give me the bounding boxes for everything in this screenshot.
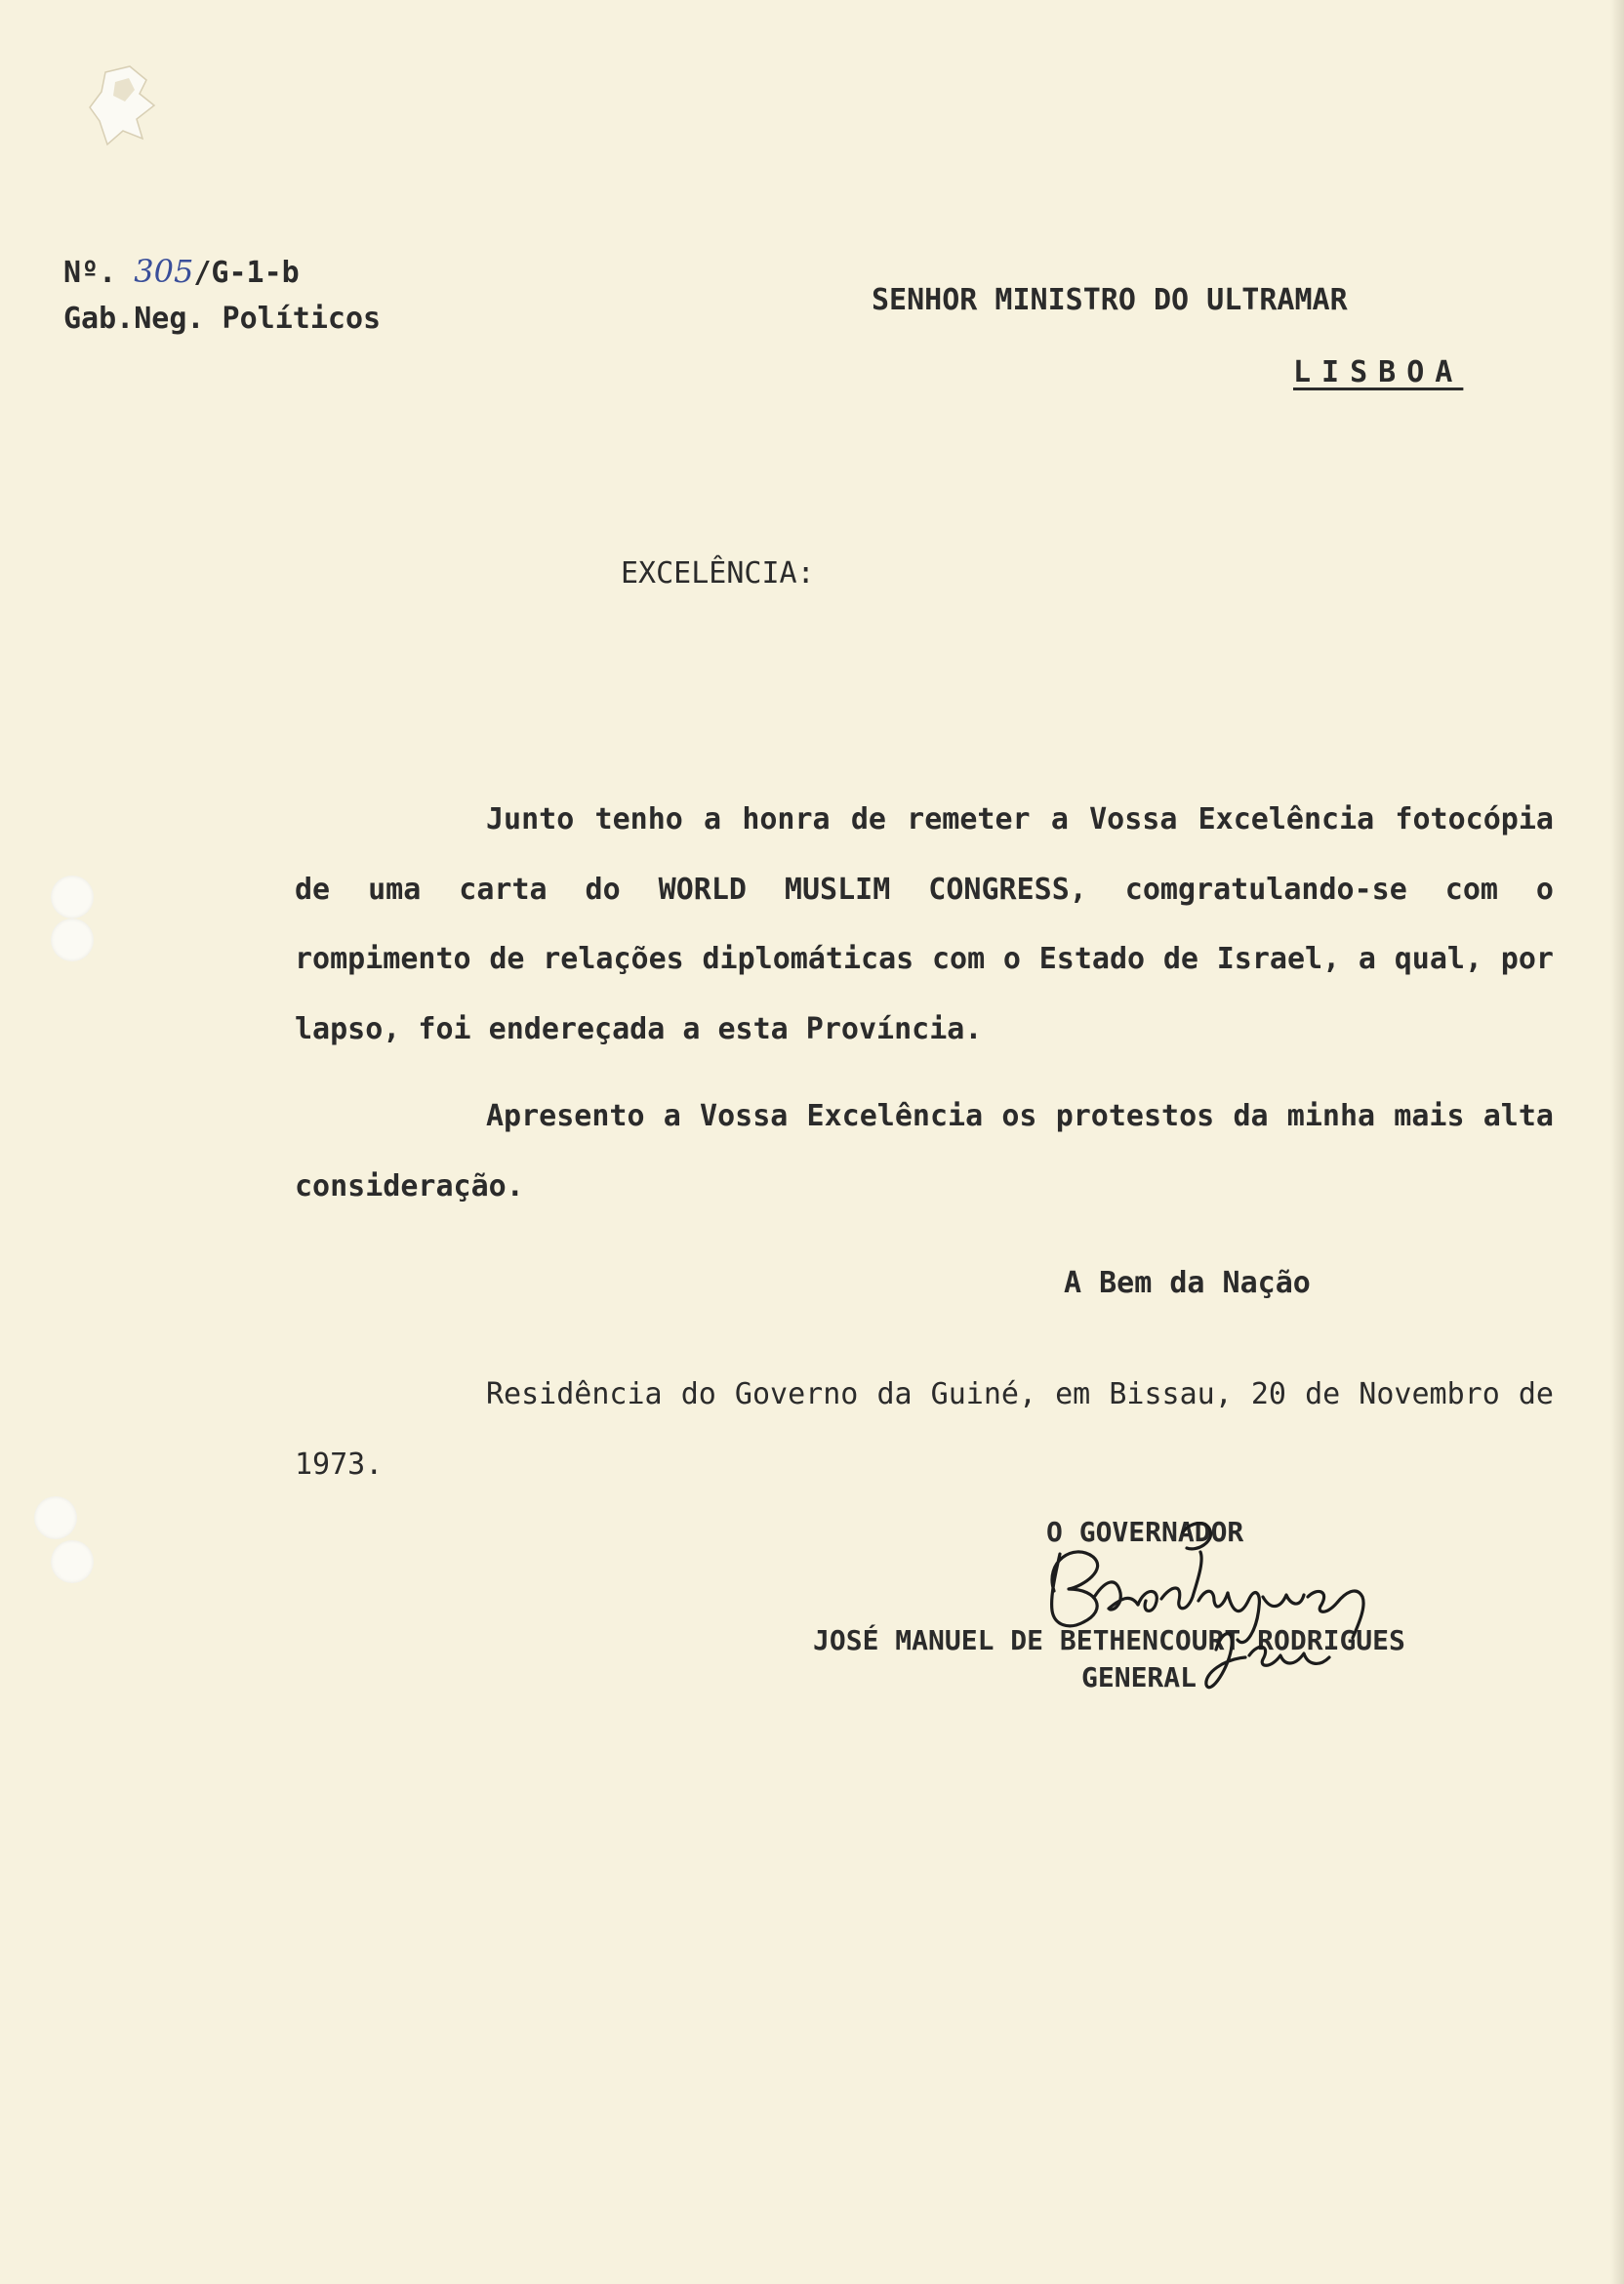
signature-title: O GOVERNADOR xyxy=(1046,1516,1244,1548)
punch-hole-4 xyxy=(51,1540,94,1583)
punch-hole-1 xyxy=(51,876,94,918)
body-paragraph-2: Apresento a Vossa Excelência os protestos da minha mais alta consideração. xyxy=(295,1099,1554,1203)
punch-hole-3 xyxy=(34,1496,77,1539)
page-edge-shadow xyxy=(1610,0,1624,2284)
dateline: Residência do Governo da Guiné, em Bissau, 20 de Novembro de 1973. xyxy=(295,1377,1554,1482)
reference-block xyxy=(63,249,381,342)
reference-office: Gab.Neg. Políticos xyxy=(63,302,382,336)
signatory-name: JOSÉ MANUEL DE BETHENCOURT RODRIGUES xyxy=(813,1624,1405,1656)
reference-number-suffix: /G-1-b xyxy=(193,256,300,290)
reference-number-prefix: Nº. xyxy=(63,256,117,290)
reference-number-handwritten: 305 xyxy=(134,253,194,290)
signatory-rank: GENERAL xyxy=(1081,1661,1198,1693)
closing-phrase: A Bem da Nação xyxy=(1064,1266,1311,1300)
body-paragraph-1: Junto tenho a honra de remeter a Vossa Excelência fotocópia de uma carta do WORLD MUSLIM CONGRESS, comgratulando-se com o rompimento de relações diplomáticas com o Estado de Israel, a qual, por lapso, foi endereçada a esta Província. xyxy=(295,802,1554,1046)
reference-number xyxy=(63,249,381,296)
punch-hole-2 xyxy=(51,918,94,961)
addressee-title: SENHOR MINISTRO DO ULTRAMAR xyxy=(872,283,1348,317)
paper-tear-mark xyxy=(86,62,174,160)
handwritten-signature xyxy=(1015,1503,1405,1737)
salutation: EXCELÊNCIA: xyxy=(621,556,815,591)
addressee-city: LISBOA xyxy=(1293,355,1464,389)
